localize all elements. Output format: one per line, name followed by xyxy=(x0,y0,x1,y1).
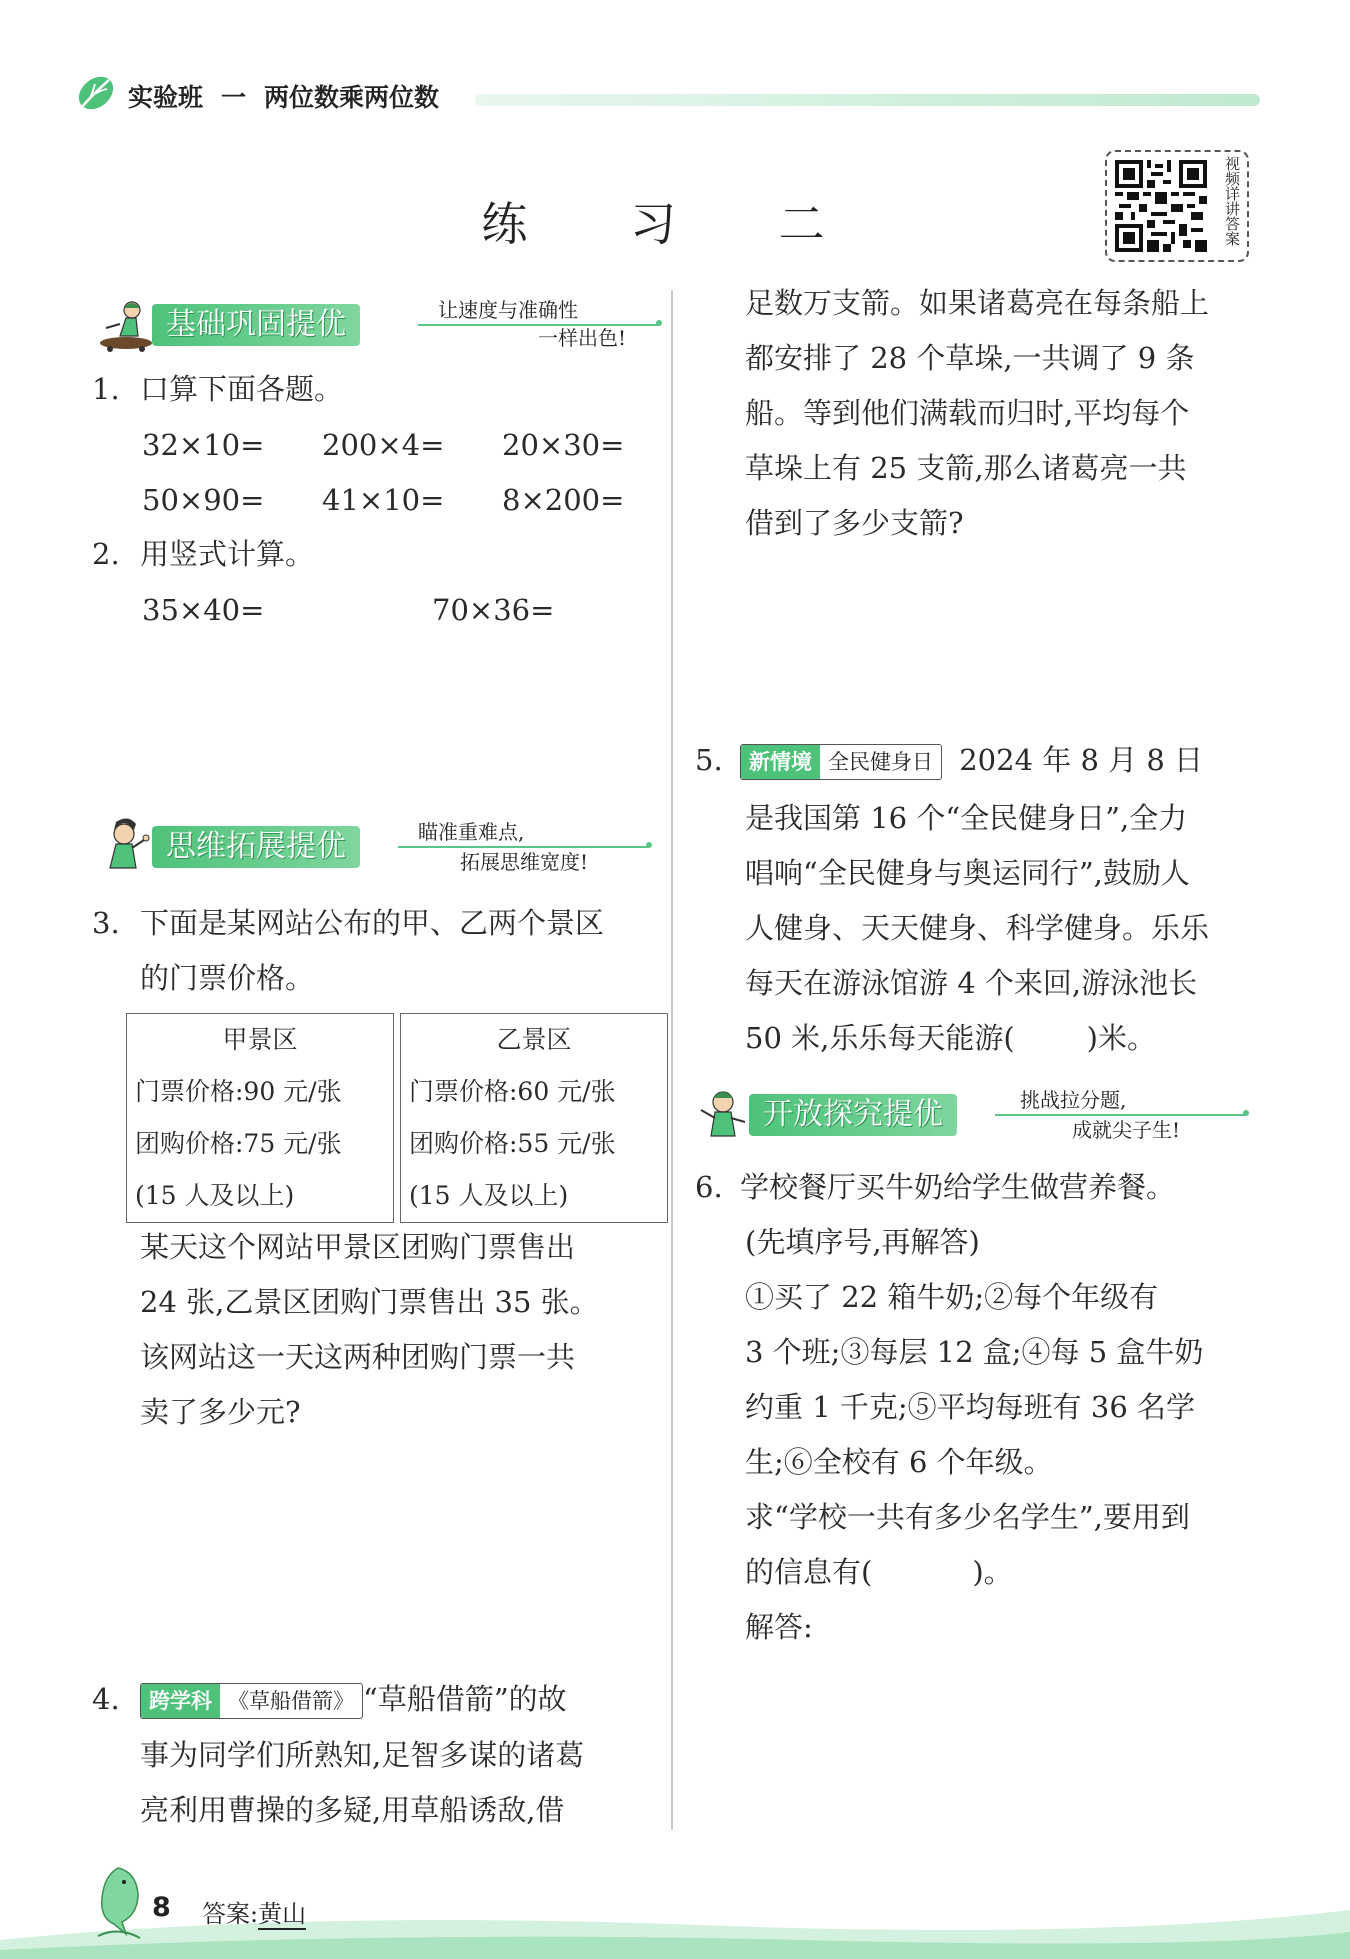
slogan-open-1: 挑战拉分题, xyxy=(1020,1088,1127,1112)
page-header xyxy=(70,70,1260,120)
tag-text: 全民健身日 xyxy=(828,750,933,774)
question-text-line: 3 个班;③每层 12 盒;④每 5 盒牛奶 xyxy=(745,1335,1204,1369)
question-text-line: 求“学校一共有多少名学生”,要用到 xyxy=(745,1500,1190,1534)
slogan-open-2: 成就尖子生! xyxy=(1072,1118,1181,1142)
qr-label: 视频详讲答案 xyxy=(1223,156,1241,246)
question-text-line: 下面是某网站公布的甲、乙两个景区 xyxy=(140,906,605,940)
question-5-first-line xyxy=(740,733,1255,788)
question-text-line: 生;⑥全校有 6 个年级。 xyxy=(745,1445,1053,1479)
calc-item: 20×30= xyxy=(502,428,625,462)
tag-new-scenario xyxy=(740,744,942,780)
page-footer xyxy=(0,1870,1350,1959)
unit-name: 两位数乘两位数 xyxy=(264,83,440,112)
slogan-dot xyxy=(1243,1110,1249,1116)
calc-item: 35×40= xyxy=(142,593,265,627)
question-text-line: 50 米,乐乐每天能游( xyxy=(745,1021,1015,1055)
leaf-logo-icon xyxy=(75,72,117,114)
q6-answer-line xyxy=(745,1545,1255,1600)
question-text-line: 的门票价格。 xyxy=(140,961,315,995)
question-text-line: 人健身、天天健身、科学健身。乐乐 xyxy=(745,911,1210,945)
question-text-line: 借到了多少支箭? xyxy=(745,506,964,540)
question-text-line: 是我国第 16 个“全民健身日”,全力 xyxy=(745,801,1188,835)
calc-item: 41×10= xyxy=(322,483,445,517)
scenic-a-cell xyxy=(126,1013,394,1223)
question-text-line: )米。 xyxy=(1086,1021,1156,1055)
calc-item: 8×200= xyxy=(502,483,625,517)
header-separator: 一 xyxy=(221,83,247,112)
slogan-dot xyxy=(646,842,652,848)
calc-item: 70×36= xyxy=(432,593,555,627)
answer-hint-label: 答案: xyxy=(202,1900,259,1928)
qr-code-icon xyxy=(1115,160,1207,252)
qr-code-box[interactable] xyxy=(1105,150,1249,262)
question-text-line: 24 张,乙景区团购门票售出 35 张。 xyxy=(140,1285,599,1319)
slogan-underline xyxy=(398,846,648,848)
question-number: 6. xyxy=(695,1170,723,1204)
series-name: 实验班 xyxy=(128,83,204,112)
question-text-line: 事为同学们所熟知,足智多谋的诸葛 xyxy=(140,1738,585,1772)
price-table xyxy=(120,1013,685,1223)
section-banner-basic xyxy=(98,296,658,354)
answer-label: 解答: xyxy=(745,1610,813,1644)
question-text-line: 都安排了 28 个草垛,一共调了 9 条 xyxy=(745,341,1195,375)
q5-answer-line xyxy=(745,1011,1255,1066)
question-text-line: 该网站这一天这两种团购门票一共 xyxy=(140,1340,576,1374)
question-number: 2. xyxy=(92,537,120,571)
tag-text: 《草船借箭》 xyxy=(228,1689,354,1713)
slogan-basic-2: 一样出色! xyxy=(538,326,627,350)
skateboard-kid-icon xyxy=(98,296,156,354)
tag-label: 跨学科 xyxy=(141,1684,220,1718)
question-text-line: “草船借箭”的故 xyxy=(363,1682,567,1716)
question-text-line: 亮利用曹操的多疑,用草船诱敌,借 xyxy=(140,1793,565,1827)
question-number: 4. xyxy=(92,1682,120,1716)
slogan-thinking-2: 拓展思维宽度! xyxy=(460,850,589,874)
scenic-a-note: (15 人及以上) xyxy=(135,1181,295,1210)
section-label-basic: 基础巩固提优 xyxy=(152,304,360,346)
question-number: 1. xyxy=(92,372,120,406)
answer-hint xyxy=(202,1894,306,1929)
header-bar xyxy=(475,94,1260,106)
header-text xyxy=(128,78,439,114)
scenic-a-name: 甲景区 xyxy=(222,1025,298,1054)
price-table-grid xyxy=(120,1013,674,1223)
scenic-a-group: 团购价格:75 元/张 xyxy=(135,1129,342,1158)
question-text-line: 某天这个网站甲景区团购门票售出 xyxy=(140,1230,576,1264)
scenic-b-group: 团购价格:55 元/张 xyxy=(409,1129,616,1158)
section-label-thinking: 思维拓展提优 xyxy=(152,826,360,868)
question-text-line: 每天在游泳馆游 4 个来回,游泳池长 xyxy=(745,966,1198,1000)
section-label-open: 开放探究提优 xyxy=(749,1094,957,1136)
explorer-kid-icon xyxy=(695,1086,753,1144)
calc-item: 200×4= xyxy=(322,428,445,462)
scenic-b-ticket: 门票价格:60 元/张 xyxy=(409,1077,616,1106)
tag-cross-subject xyxy=(140,1683,363,1719)
page-title: 练 习 二 xyxy=(481,197,869,251)
slogan-underline xyxy=(418,324,658,326)
question-text: 口算下面各题。 xyxy=(140,372,344,406)
question-text-line: ①买了 22 箱牛奶;②每个年级有 xyxy=(745,1280,1159,1314)
scenic-b-note: (15 人及以上) xyxy=(409,1181,569,1210)
question-text-line: 的信息有( xyxy=(745,1555,873,1589)
calc-item: 32×10= xyxy=(142,428,265,462)
question-number: 3. xyxy=(92,906,120,940)
question-number: 5. xyxy=(695,743,723,777)
slogan-basic-1: 让速度与准确性 xyxy=(438,298,578,322)
question-text-line: 学校餐厅买牛奶给学生做营养餐。 xyxy=(740,1170,1176,1204)
question-text-line: 船。等到他们满载而归时,平均每个 xyxy=(745,396,1190,430)
scenic-b-cell xyxy=(400,1013,668,1223)
question-text-line: 约重 1 千克;⑤平均每班有 36 名学 xyxy=(745,1390,1195,1424)
scenic-a-ticket: 门票价格:90 元/张 xyxy=(135,1077,342,1106)
slogan-dot xyxy=(656,320,662,326)
section-banner-thinking xyxy=(98,818,658,876)
question-text-line: 2024 年 8 月 8 日 xyxy=(959,743,1204,777)
question-text-line: 草垛上有 25 支箭,那么诸葛亮一共 xyxy=(745,451,1187,485)
slogan-thinking-1: 瞄准重难点, xyxy=(418,820,525,844)
calc-item: 50×90= xyxy=(142,483,265,517)
answer-hint-value: 黄山 xyxy=(258,1900,307,1928)
page-number: 8 xyxy=(152,1892,171,1923)
question-text: 用竖式计算。 xyxy=(140,537,315,571)
slogan-underline xyxy=(995,1114,1245,1116)
section-banner-open xyxy=(695,1086,1255,1144)
question-text-line: 唱响“全民健身与奥运同行”,鼓励人 xyxy=(745,856,1190,890)
question-text-line: )。 xyxy=(972,1555,1013,1589)
thinking-kid-icon xyxy=(98,818,156,876)
tag-label: 新情境 xyxy=(741,745,820,779)
question-text-line: (先填序号,再解答) xyxy=(745,1225,980,1259)
question-text-line: 卖了多少元? xyxy=(140,1395,301,1429)
dolphin-icon xyxy=(88,1862,150,1944)
scenic-b-name: 乙景区 xyxy=(496,1025,572,1054)
question-text-line: 足数万支箭。如果诸葛亮在每条船上 xyxy=(745,286,1210,320)
question-4-first-line xyxy=(140,1672,657,1727)
